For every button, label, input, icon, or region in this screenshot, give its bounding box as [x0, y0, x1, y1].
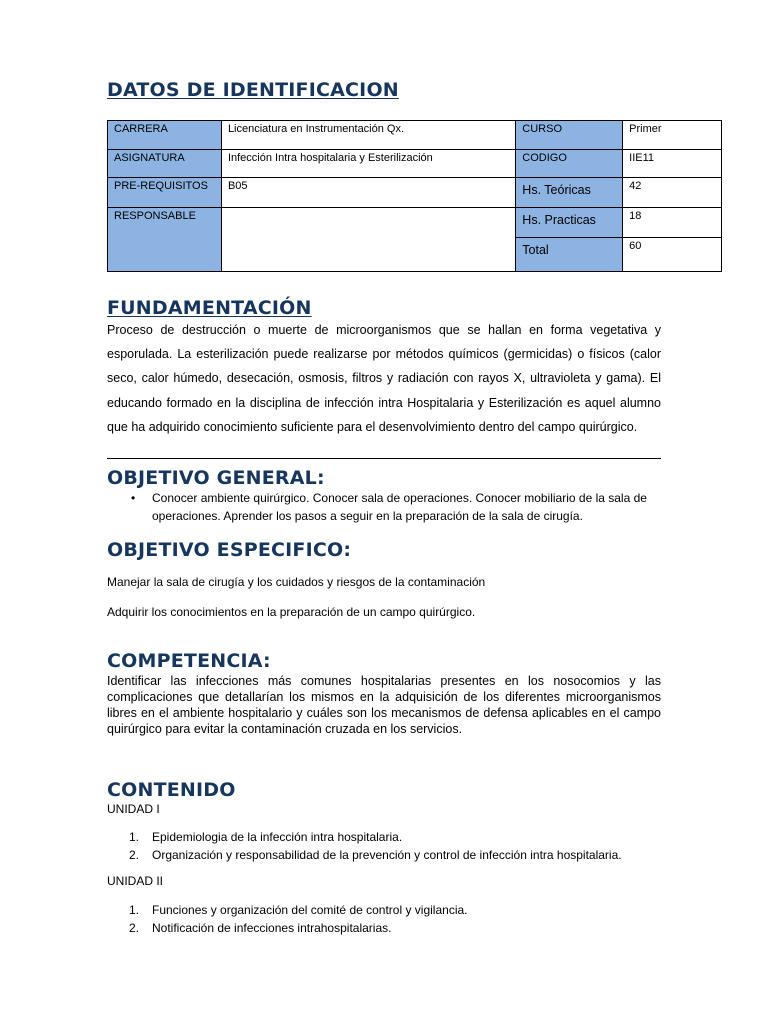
total-value: 60: [623, 238, 722, 272]
list-item: [107, 490, 657, 525]
asignatura-label: ASIGNATURA: [108, 150, 222, 178]
responsable-label: RESPONSABLE: [108, 208, 222, 272]
curso-value: Primer: [623, 121, 722, 150]
list-item-text: Conocer ambiente quirúrgico. Conocer sala de operaciones. Conocer mobiliario de la sala de operaciones. Aprender los pasos a seguir en la preparación de la sala de cirugía.: [152, 491, 647, 523]
heading-objetivo-especifico: OBJETIVO ESPECIFICO:: [107, 539, 352, 561]
codigo-value: IIE11: [623, 150, 722, 178]
prerequisitos-value: B05: [221, 178, 515, 208]
total-label: Total: [516, 238, 623, 272]
horas-teoricas-label: Hs. Teóricas: [516, 178, 623, 208]
table-row: [108, 121, 722, 150]
curso-label: CURSO: [516, 121, 623, 150]
fundamentacion-paragraph: Proceso de destrucción o muerte de microorganismos que se hallan en forma vegetativa y esporulada. La esterilización puede realizarse por métodos químicos (germicidas) o físicos (calor seco, calor húmedo, desecación, osmosis, filtros y radiación con rayos X, ultravioleta y gama). El educando formado en la disciplina de infección intra Hospitalaria y Esterilización es aquel alumno que ha adquirido conocimiento suficiente para el desenvolvimiento dentro del campo quirúrgico.: [107, 323, 661, 434]
list-item-text: Funciones y organización del comité de control y vigilancia.: [152, 903, 468, 917]
table-row: [108, 208, 722, 238]
list-item: 2. Notificación de infecciones intrahospitalarias.: [129, 921, 392, 935]
carrera-label: CARRERA: [108, 121, 222, 150]
divider: [107, 458, 661, 459]
list-item: 1. Funciones y organización del comité de control y vigilancia.: [129, 903, 468, 917]
prerequisitos-label: PRE-REQUISITOS: [108, 178, 222, 208]
objetivo-general-list: [107, 490, 657, 525]
list-item-text: Epidemiologia de la infección intra hospitalaria.: [152, 830, 403, 844]
responsable-value: [221, 208, 515, 272]
horas-teoricas-value: 42: [623, 178, 722, 208]
list-item-text: Organización y responsabilidad de la prevención y control de infección intra hospitalaria.: [152, 848, 622, 862]
carrera-value: Licenciatura en Instrumentación Qx.: [221, 121, 515, 150]
table-row: [108, 178, 722, 208]
list-item-text: Notificación de infecciones intrahospitalarias.: [152, 921, 392, 935]
unidad-2-list: [107, 901, 707, 937]
heading-datos-identificacion: DATOS DE IDENTIFICACION: [107, 79, 399, 101]
heading-contenido: CONTENIDO: [107, 779, 236, 801]
heading-objetivo-general: OBJETIVO GENERAL:: [107, 467, 325, 489]
objetivo-especifico-line: Manejar la sala de cirugía y los cuidados y riesgos de la contaminación: [107, 575, 486, 589]
competencia-paragraph: Identificar las infecciones más comunes hospitalarias presentes en los nosocomios y las complicaciones que detallarían los mismos en la adquisición de los diferentes microorganismos libres en el ambiente hospitalario y cuáles son los mecanismos de defensa aplicables en el campo quirúrgico para evitar la contaminación cruzada en los servicios.: [107, 674, 661, 736]
horas-practicas-label: Hs. Practicas: [516, 208, 623, 238]
list-item: 1. Epidemiologia de la infección intra hospitalaria.: [129, 830, 403, 844]
list-item: 2. Organización y responsabilidad de la prevención y control de infección intra hospitalaria.: [129, 848, 622, 862]
identification-table: [107, 120, 722, 272]
codigo-label: CODIGO: [516, 150, 623, 178]
bullet-icon: •: [131, 491, 136, 505]
asignatura-value: Infección Intra hospitalaria y Esterilización: [221, 150, 515, 178]
heading-fundamentacion: FUNDAMENTACIÓN: [107, 297, 312, 319]
objetivo-especifico-line: Adquirir los conocimientos en la preparación de un campo quirúrgico.: [107, 605, 476, 619]
unidad-1-title: UNIDAD I: [107, 802, 160, 816]
horas-practicas-value: 18: [623, 208, 722, 238]
unidad-2-title: UNIDAD II: [107, 874, 164, 888]
table-row: [108, 150, 722, 178]
unidad-1-list: [107, 828, 707, 864]
heading-competencia: COMPETENCIA:: [107, 650, 271, 672]
